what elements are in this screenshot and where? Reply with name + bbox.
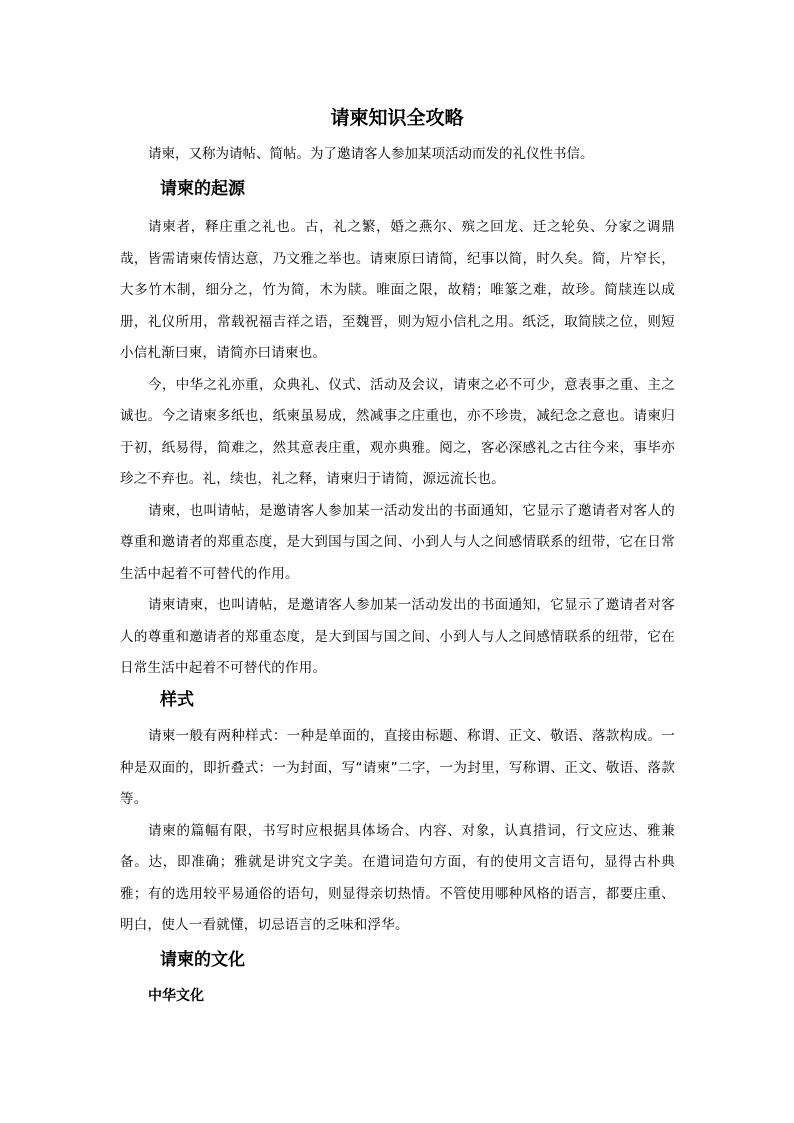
section-heading-style: 样式 <box>160 690 194 710</box>
section-origin <box>0 176 794 685</box>
section-culture <box>0 947 794 1007</box>
subheading-chinese-culture: 中华文化 <box>148 988 204 1004</box>
section-heading-origin: 请柬的起源 <box>160 179 245 199</box>
intro-paragraph: 请柬，又称为请帖、简帖。为了邀请客人参加某项活动而发的礼仪性书信。 <box>148 146 594 162</box>
style-paragraph-1: 请柬一般有两种样式：一种是单面的，直接由标题、称谓、正文、敬语、落款构成。一种是双面的，即折叠式：一为封面，写“请柬”二字，一为封里，写称谓、正文、敬语、落款等。 <box>120 728 675 807</box>
origin-paragraph-1: 请柬者，释庄重之礼也。古，礼之繁，婚之燕尔、殡之回龙、迁之轮奂、分家之调鼎哉，皆需请柬传情达意，乃文雅之举也。请柬原曰请简，纪事以简，时久矣。简，片窄长，大多竹木制，细分之，竹为简，木为牍。唯面之限，故精；唯篆之难，故珍。简牍连以成册，礼仪所用，常载祝福吉祥之语，至魏晋，则为短小信札之用。纸泛，取简牍之位，则短小信札渐曰柬，请简亦曰请柬也。 <box>120 219 675 361</box>
origin-paragraph-4: 请柬请柬，也叫请帖，是邀请客人参加某一活动发出的书面通知，它显示了邀请者对客人的尊重和邀请者的郑重态度，是大到国与国之间、小到人与人之间感情联系的纽带，它在日常生活中起着不可替代的作用。 <box>120 597 675 676</box>
section-style <box>0 687 794 942</box>
page-title: 请柬知识全攻略 <box>330 107 464 129</box>
origin-paragraph-2: 今，中华之礼亦重，众典礼、仪式、活动及会议，请柬之必不可少，意表事之重、主之诚也。今之请柬多纸也，纸柬虽易成，然减事之庄重也，亦不珍贵，减纪念之意也。请柬归于初，纸易得，简难之，然其意表庄重，观亦典雅。阅之，客必深感礼之古往今来，事毕亦珍之不弃也。礼，续也，礼之释，请柬归于请简，源远流长也。 <box>120 376 675 487</box>
origin-paragraph-3: 请柬，也叫请帖，是邀请客人参加某一活动发出的书面通知，它显示了邀请者对客人的尊重和邀请者的郑重态度，是大到国与国之间、小到人与人之间感情联系的纽带，它在日常生活中起着不可替代的作用。 <box>120 502 675 582</box>
style-paragraph-2: 请柬的篇幅有限，书写时应根据具体场合、内容、对象，认真措词，行文应达、雅兼备。达，即准确；雅就是讲究文字美。在遣词造句方面，有的使用文言语句，显得古朴典雅；有的选用较平易通俗的语句，则显得亲切热情。不管使用哪种风格的语言，都要庄重、明白，使人一看就懂，切忌语言的乏味和浮华。 <box>120 822 675 933</box>
section-heading-culture: 请柬的文化 <box>160 950 245 970</box>
